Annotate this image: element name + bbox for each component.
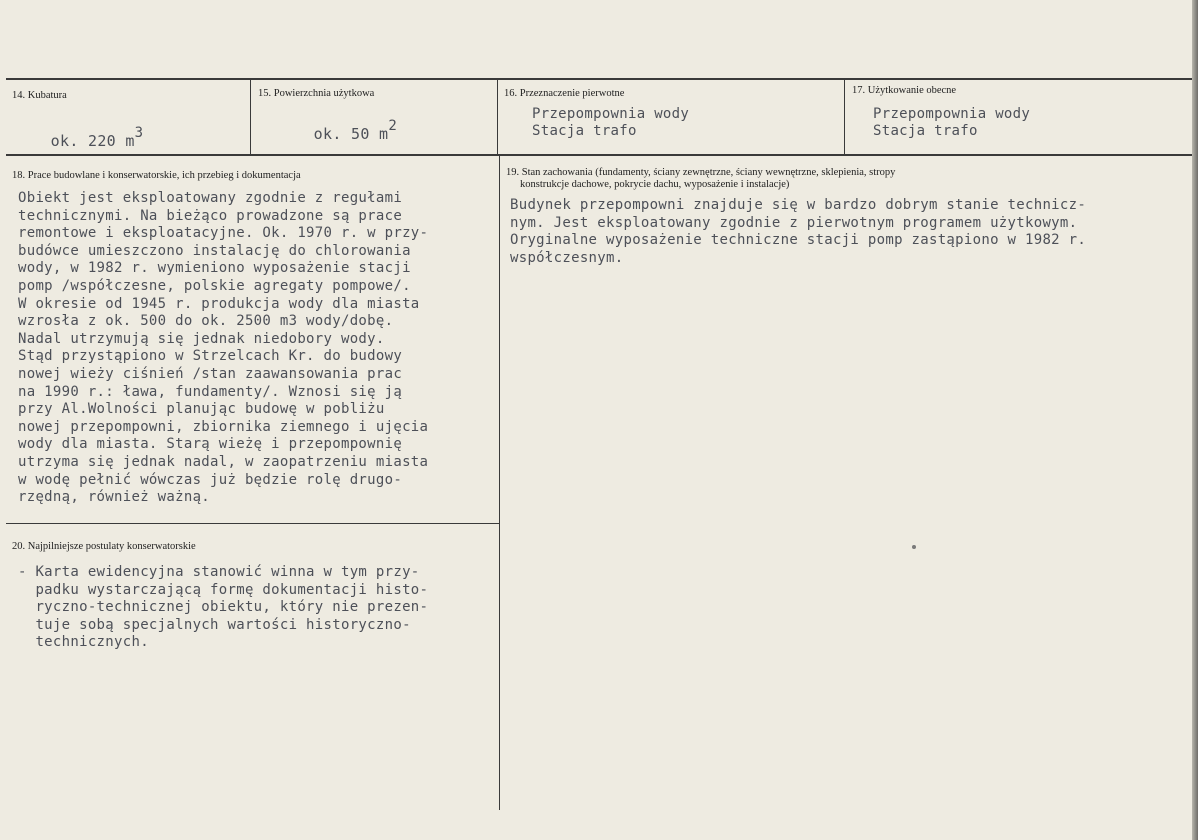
field-18-line: na 1990 r.: ława, fundamenty/. Wznosi się ją xyxy=(18,383,403,400)
field-17-line: Przepompownia wody xyxy=(873,106,1031,122)
field-19-label: 19. Stan zachowania (fundamenty, ściany zewnętrzne, ściany wewnętrzne, sklepienia, stropy xyxy=(506,167,896,178)
field-15-value-text: ok. 50 m xyxy=(313,125,389,143)
field-18-line: budówce umieszczono instalację do chlorowania xyxy=(18,242,411,259)
field-18-line: rzędną, również ważną. xyxy=(18,489,211,506)
field-15-value xyxy=(295,107,397,144)
field-18-line: nowej przepompowni, zbiornika ziemnego i ujęcia xyxy=(18,418,429,435)
field-14-value xyxy=(32,114,143,151)
field-14-label: 14. Kubatura xyxy=(12,90,67,101)
field-15-unit-exponent: 2 xyxy=(388,118,398,134)
middle-rule xyxy=(6,154,1194,156)
field-14-unit-exponent: 3 xyxy=(134,125,144,141)
field-20-line: - Karta ewidencyjna stanowić winna w tym przy- xyxy=(18,564,420,580)
field-20-line: padku wystarczającą formę dokumentacji histo- xyxy=(18,581,429,598)
field-20-line: ryczno-technicznej obiektu, który nie prezen- xyxy=(18,599,429,616)
ink-speck xyxy=(912,545,916,549)
field-17-line: Stacja trafo xyxy=(873,123,978,139)
field-18-line: wody, w 1982 r. wymieniono wyposażenie stacji xyxy=(18,260,411,277)
field-18-line: remontowe i eksploatacyjne. Ok. 1970 r. w przy- xyxy=(18,225,429,242)
rule-18-20 xyxy=(6,523,500,524)
field-18-line: wzrosła z ok. 500 do ok. 2500 m3 wody/dobę. xyxy=(18,313,394,330)
field-18-line: Nadal utrzymują się jednak niedobory wody. xyxy=(18,330,385,347)
field-14-value-text: ok. 220 m xyxy=(50,132,135,150)
field-18-line: Stąd przystąpiono w Strzelcach Kr. do budowy xyxy=(18,348,403,365)
field-18-line: pomp /współczesne, polskie agregaty pompowe/. xyxy=(18,278,411,294)
field-18-line: nowej wieży ciśnień /stan zaawansowania prac xyxy=(18,366,403,382)
field-20-line: tuje sobą specjalnych wartości historyczno- xyxy=(18,616,411,633)
divider-16-17 xyxy=(844,78,845,155)
field-18-line: przy Al.Wolności planując budowę w pobliżu xyxy=(18,401,385,418)
field-19-line: nym. Jest eksploatowany zgodnie z pierwotnym programem użytkowym. xyxy=(510,214,1078,231)
field-19-label-cont: konstrukcje dachowe, pokrycie dachu, wyposażenie i instalacje) xyxy=(520,179,790,190)
card-edge xyxy=(1192,0,1198,840)
field-18-line: wody dla miasta. Starą wieżę i przepompownię xyxy=(18,436,403,453)
field-19-line: Oryginalne wyposażenie techniczne stacji pomp zastąpiono w 1982 r. xyxy=(510,232,1087,249)
field-18-line: W okresie od 1945 r. produkcja wody dla miasta xyxy=(18,295,420,312)
field-18-label: 18. Prace budowlane i konserwatorskie, ich przebieg i dokumentacja xyxy=(12,170,301,181)
field-16-line: Stacja trafo xyxy=(532,123,637,139)
field-20-label: 20. Najpilniejsze postulaty konserwatorskie xyxy=(12,541,196,552)
field-18-line: technicznymi. Na bieżąco prowadzone są prace xyxy=(18,207,403,224)
field-15-label: 15. Powierzchnia użytkowa xyxy=(258,88,375,99)
field-19-line: współczesnym. xyxy=(510,249,624,266)
field-20-line: technicznych. xyxy=(18,634,149,651)
column-divider xyxy=(499,154,500,810)
field-18-line: utrzyma się jednak nadal, w zaopatrzeniu miasta xyxy=(18,454,429,470)
field-19-line: Budynek przepompowni znajduje się w bardzo dobrym stanie technicz- xyxy=(510,197,1087,213)
field-17-label: 17. Użytkowanie obecne xyxy=(852,85,957,96)
field-18-line: Obiekt jest eksploatowany zgodnie z regułami xyxy=(18,190,403,206)
field-18-line: w wodę pełnić wówczas już będzie rolę drugo- xyxy=(18,471,403,488)
field-16-label: 16. Przeznaczenie pierwotne xyxy=(504,88,625,99)
top-rule xyxy=(6,78,1194,80)
field-16-line: Przepompownia wody xyxy=(532,106,690,122)
divider-15-16 xyxy=(497,78,498,155)
divider-14-15 xyxy=(250,78,251,155)
